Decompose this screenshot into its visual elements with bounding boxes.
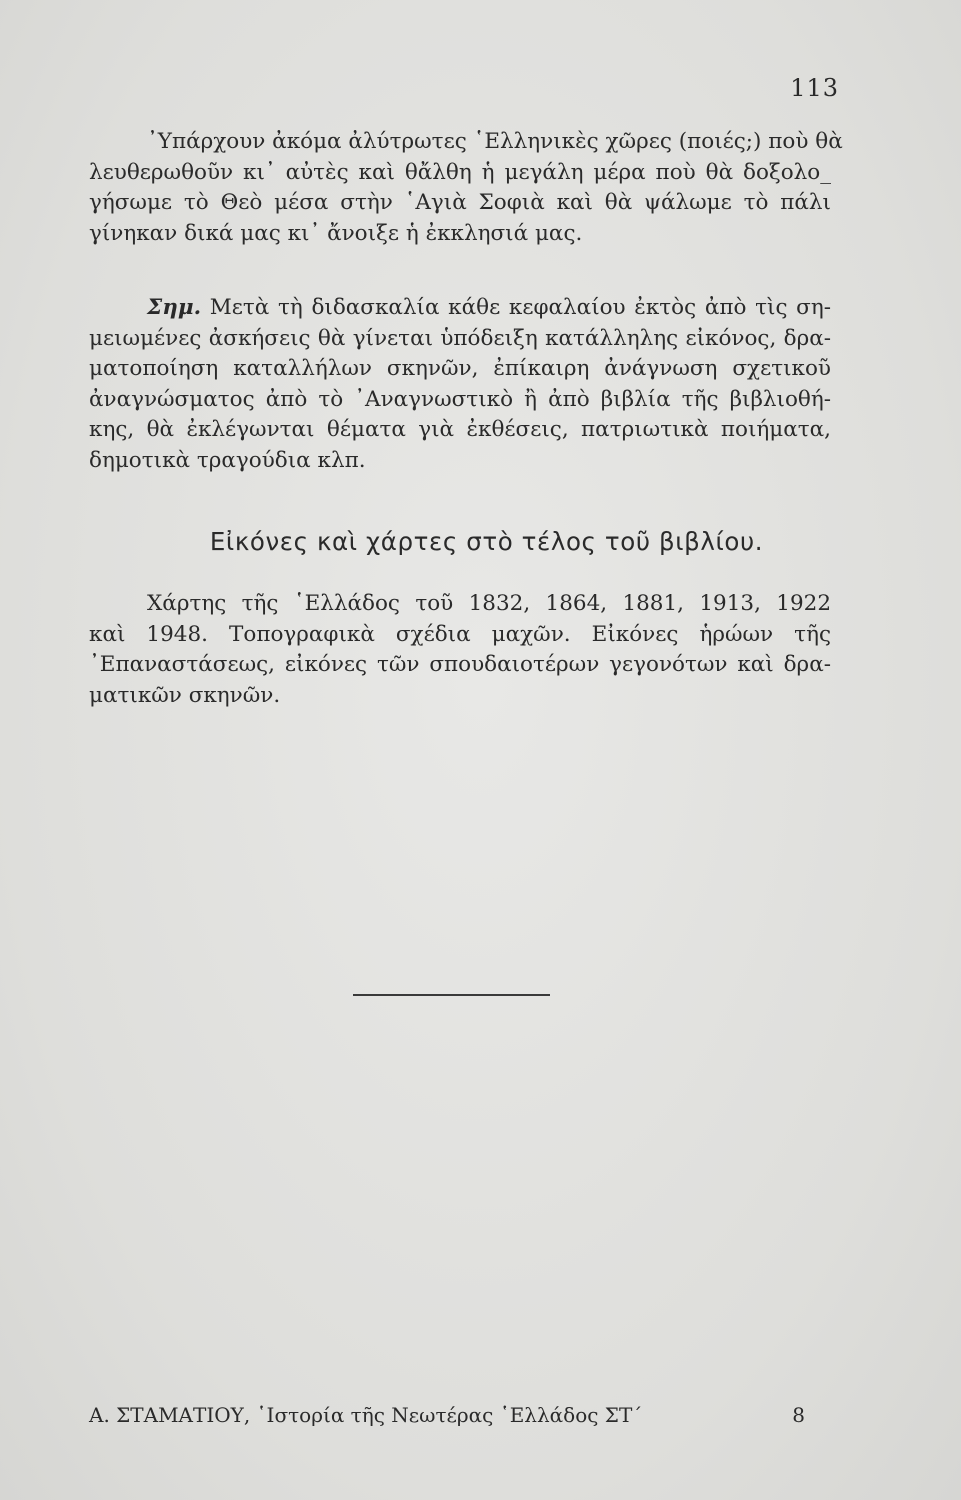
section-divider [353, 994, 550, 996]
text-line: λευθερωθοῦν κι᾿ αὐτὲς καὶ θἄλθη ἡ μεγάλη μέρα ποὺ θὰ δοξολο_ [89, 159, 831, 185]
text-line: ματοποίηση καταλλήλων σκηνῶν, ἐπίκαιρη ἀνάγνωση σχετικοῦ [89, 356, 831, 382]
text-line: μειωμένες ἀσκήσεις θὰ γίνεται ὑπόδειξη κατάλληλης εἰκόνος, δρα- [89, 325, 831, 351]
note-paragraph [89, 293, 831, 477]
footer-book-title: Α. ΣΤΑΜΑΤΙΟΥ, ῾Ιστορία τῆς Νεωτέρας ῾Ελλάδος ΣΤ΄ [89, 1403, 643, 1427]
text-line: δημοτικὰ τραγούδια κλπ. [89, 447, 366, 473]
text-line: Μετὰ τὴ διδασκαλία κάθε κεφαλαίου ἐκτὸς ἀπὸ τὶς ση- [209, 295, 831, 320]
text-line: κης, θὰ ἐκλέγωνται θέματα γιὰ ἐκθέσεις, πατριωτικὰ ποιήματα, [89, 417, 831, 443]
text-line: ματικῶν σκηνῶν. [89, 682, 281, 708]
page-number: 113 [790, 74, 839, 102]
text-line: καὶ 1948. Τοπογραφικὰ σχέδια μαχῶν. Εἰκόνες ἡρώων τῆς [89, 621, 831, 647]
paragraph-unredeemed-lands [89, 127, 843, 249]
text-line: γίνηκαν δικά μας κι᾿ ἄνοιξε ἡ ἐκκλησιά μας. [89, 220, 583, 246]
page-footer [89, 1403, 805, 1427]
note-label: Σημ. [147, 295, 202, 320]
footer-signature-number: 8 [792, 1403, 805, 1427]
text-line: ᾿Υπάρχουν ἀκόμα ἀλύτρωτες ῾Ελληνικὲς χῶρες (ποιές;) ποὺ θὰ [147, 129, 843, 154]
section-heading: Εἰκόνες καὶ χάρτες στὸ τέλος τοῦ βιβλίου. [209, 527, 764, 556]
paragraph-maps-and-pictures [89, 589, 831, 711]
text-line: γήσωμε τὸ Θεὸ μέσα στὴν ῾Αγιὰ Σοφιὰ καὶ θὰ ψάλωμε τὸ πάλι [89, 190, 831, 216]
text-line: ᾿Επαναστάσεως, εἰκόνες τῶν σπουδαιοτέρων γεγονότων καὶ δρα- [89, 652, 831, 678]
text-line: Χάρτης τῆς ῾Ελλάδος τοῦ 1832, 1864, 1881, 1913, 1922 [147, 591, 831, 616]
note-first-line [89, 293, 831, 324]
text-line: ἀναγνώσματος ἀπὸ τὸ ᾿Αναγνωστικὸ ἢ ἀπὸ βιβλία τῆς βιβλιοθή- [89, 386, 831, 412]
